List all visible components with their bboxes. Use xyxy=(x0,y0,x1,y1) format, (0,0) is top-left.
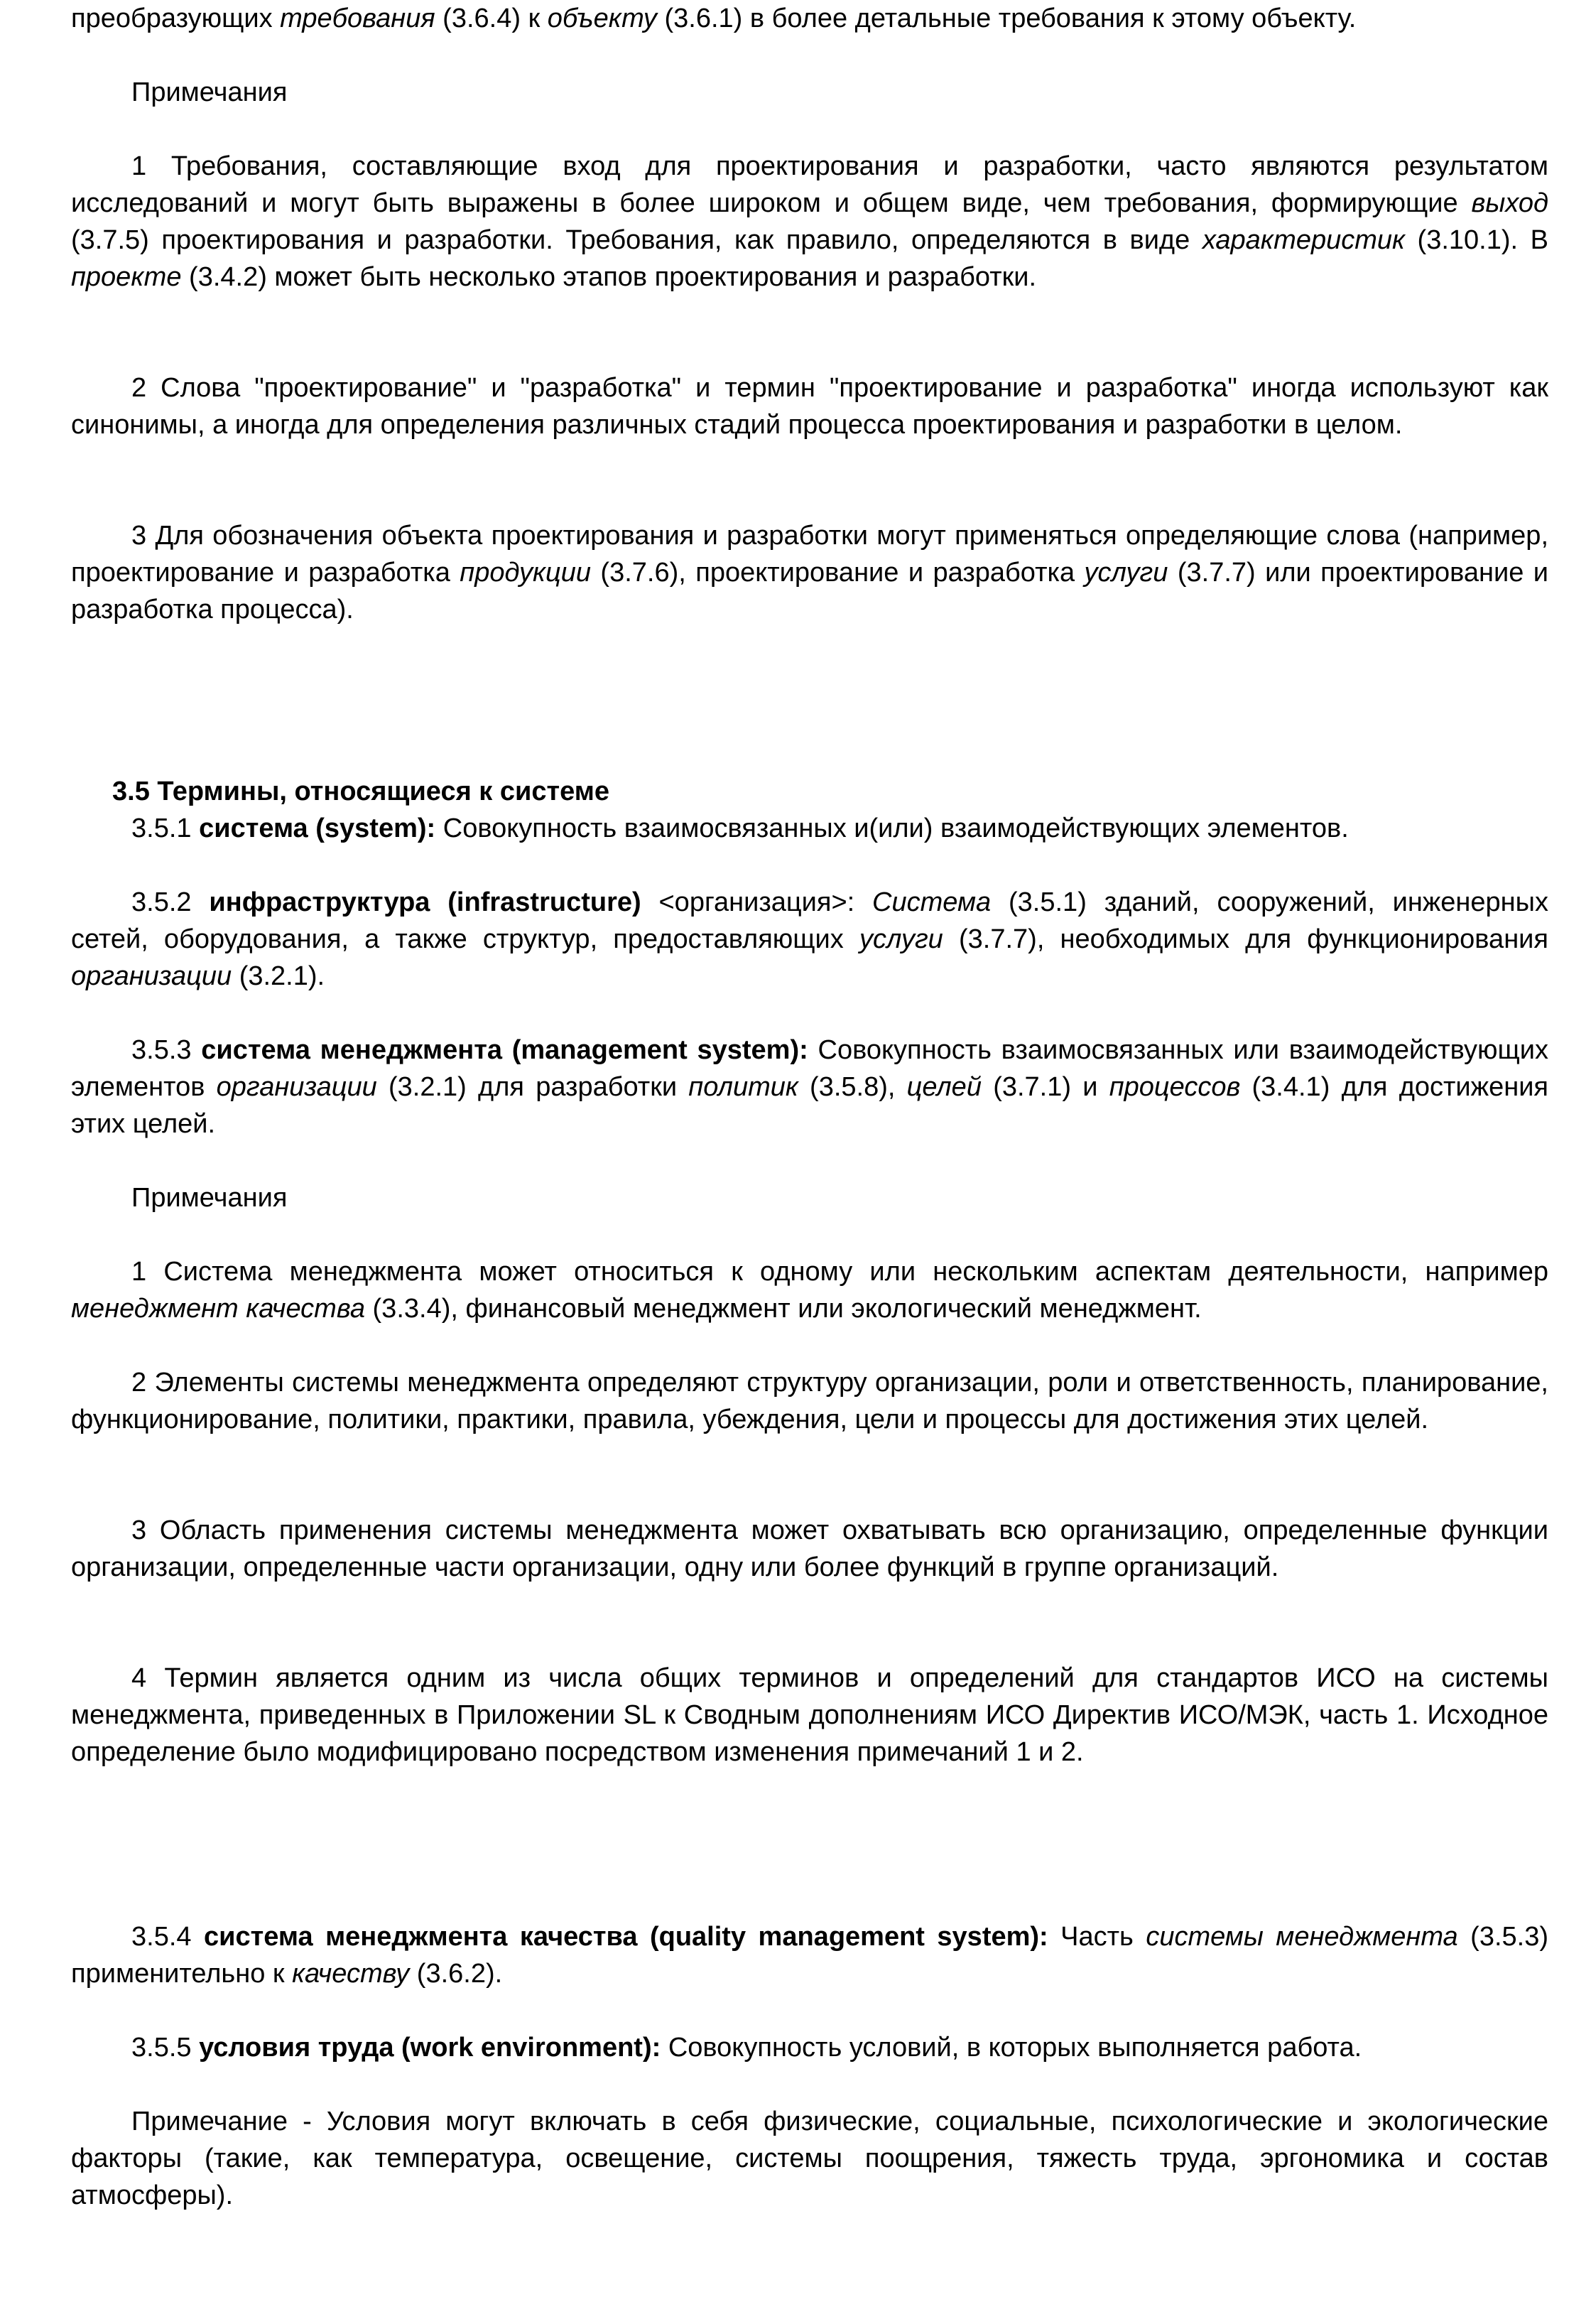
term-number: 3.5.4 xyxy=(131,1922,204,1952)
text-run: Часть xyxy=(1048,1922,1146,1952)
text-run: (3.4.1) для достижения этих целей. xyxy=(71,1072,1549,1139)
text-run: преобразующих xyxy=(71,4,281,33)
text-run: (3.7.7), необходимых для функционирования xyxy=(943,924,1548,954)
note-paragraph: Примечание - Условия могут включать в себя физические, социальные, психологические и экологические факторы (такие, как температура, освещение, системы поощрения, тяжесть труда, эргономика и состав атмосферы). xyxy=(71,2107,1548,2210)
text-run: (3.5.8), xyxy=(798,1072,907,1102)
text-run: Совокупность взаимосвязанных или взаимодействующих элементов xyxy=(71,1035,1549,1102)
term-number: 3.5.3 xyxy=(131,1035,202,1065)
note-paragraph xyxy=(71,517,1548,628)
term-number: 3.5.1 xyxy=(131,814,200,843)
text-run: (3.7.7) или проектирование и разработка процесса). xyxy=(71,558,1548,625)
term-link: системы менеджмента xyxy=(1146,1922,1458,1952)
text-run: (3.6.1) в более детальные требования к этому объекту. xyxy=(656,4,1357,33)
note-paragraph: 3 Область применения системы менеджмента может охватывать всю организацию, определенные функции организации, определенные части организации, одну или более функций в группе организаций. xyxy=(71,1515,1548,1582)
text-run: (3.5.1) зданий, сооружений, инженерных сетей, оборудования, а также структур, предоставляющих xyxy=(71,887,1548,954)
term-link: Система xyxy=(872,887,992,917)
term-link: продукции xyxy=(460,558,591,588)
text-run: (3.7.5) проектирования и разработки. Требования, как правило, определяются в виде xyxy=(71,225,1202,255)
term-name: инфраструктура (infrastructure) xyxy=(209,887,641,917)
term-definition xyxy=(71,1032,1548,1142)
text-run: (3.4.2) может быть несколько этапов проектирования и разработки. xyxy=(181,262,1037,292)
term-link: требования xyxy=(280,4,435,33)
term-link: характеристик xyxy=(1202,225,1405,255)
notes-heading: Примечания xyxy=(131,1183,288,1213)
term-definition xyxy=(71,810,1548,847)
term-name: система менеджмента качества (quality management system): xyxy=(203,1922,1048,1952)
term-name: условия труда (work environment): xyxy=(199,2033,661,2063)
text-run: 1 Система менеджмента может относиться к одному или нескольким аспектам деятельности, например xyxy=(131,1257,1548,1287)
term-link: объекту xyxy=(547,4,657,33)
term-definition xyxy=(71,1918,1548,1992)
text-run: (3.10.1). В xyxy=(1404,225,1549,255)
note-paragraph: 4 Термин является одним из числа общих терминов и определений для стандартов ИСО на системы менеджмента, приведенных в Приложении SL к Сводным дополнениям ИСО Директив ИСО/МЭК, часть 1. Исходное определение было модифицировано посредством изменения примечаний 1 и 2. xyxy=(71,1663,1548,1767)
text-run: (3.7.6), проектирование и разработка xyxy=(591,558,1085,588)
term-link: услуги xyxy=(859,924,943,954)
term-link: процессов xyxy=(1109,1072,1241,1102)
text-run: Совокупность взаимосвязанных и(или) взаимодействующих элементов. xyxy=(435,814,1349,843)
text-run: 3 Для обозначения объекта проектирования и разработки могут применяться определяющие слова (например, проектирование и разработка xyxy=(71,521,1548,588)
text-run: (3.6.2). xyxy=(409,1959,503,1989)
note-paragraph: 2 Слова "проектирование" и "разработка" и термин "проектирование и разработка" иногда используют как синонимы, а иногда для определения различных стадий процесса проектирования и разработки в целом. xyxy=(71,373,1548,440)
term-link: организации xyxy=(216,1072,377,1102)
text-run: (3.5.3) применительно к xyxy=(71,1922,1548,1989)
note-paragraph xyxy=(71,1253,1548,1327)
term-name: система (system): xyxy=(199,814,436,843)
text-run: (3.3.4), финансовый менеджмент или экологический менеджмент. xyxy=(364,1294,1202,1324)
term-definition xyxy=(71,2029,1548,2066)
text-run: <организация>: xyxy=(641,887,873,917)
intro-paragraph xyxy=(71,0,1548,37)
term-link: целей xyxy=(906,1072,982,1102)
term-link: услуги xyxy=(1084,558,1168,588)
term-link: менеджмент качества xyxy=(71,1294,365,1324)
term-link: выход xyxy=(1471,188,1548,218)
term-number: 3.5.2 xyxy=(131,887,210,917)
term-number: 3.5.5 xyxy=(131,2033,200,2063)
note-paragraph xyxy=(71,148,1548,296)
text-run: 1 Требования, составляющие вход для проектирования и разработки, часто являются результатом исследований и могут быть выражены в более широком и общем виде, чем требования, формирующие xyxy=(71,151,1548,218)
term-definition xyxy=(71,884,1548,995)
text-run: (3.7.1) и xyxy=(981,1072,1109,1102)
notes-heading: Примечания xyxy=(131,77,288,107)
text-run: (3.2.1). xyxy=(232,961,325,991)
text-run: (3.6.4) к xyxy=(435,4,548,33)
term-link: политик xyxy=(688,1072,798,1102)
term-name: система менеджмента (management system): xyxy=(201,1035,808,1065)
term-link: качеству xyxy=(292,1959,410,1989)
section-title: 3.5 Термины, относящиеся к системе xyxy=(112,777,609,806)
term-link: проекте xyxy=(71,262,182,292)
term-link: организации xyxy=(71,961,232,991)
text-run: (3.2.1) для разработки xyxy=(376,1072,689,1102)
text-run: Совокупность условий, в которых выполняется работа. xyxy=(661,2033,1362,2063)
note-paragraph: 2 Элементы системы менеджмента определяют структуру организации, роли и ответственность, планирование, функционирование, политики, практики, правила, убеждения, цели и процессы для достижения этих целей. xyxy=(71,1368,1548,1434)
